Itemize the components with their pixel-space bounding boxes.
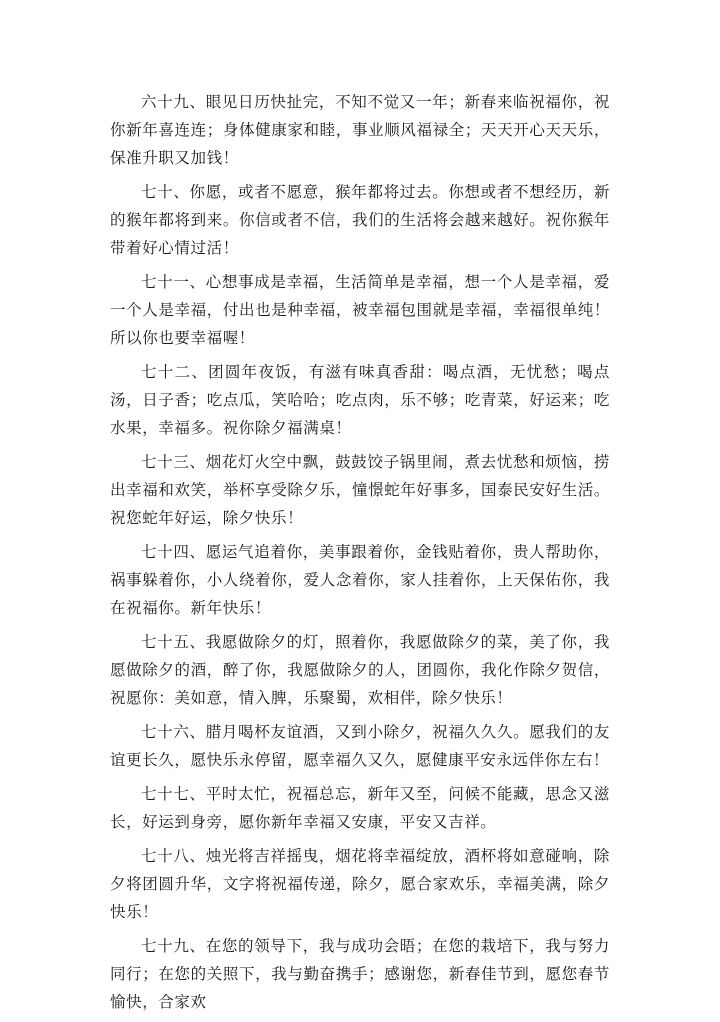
paragraph-78: 七十八、烛光将吉祥摇曳，烟花将幸福绽放，酒杯将如意碰响，除夕将团圆升华，文字将祝福传递，除夕，愿合家欢乐，幸福美满，除夕快乐！	[110, 847, 610, 921]
paragraph-79: 七十九、在您的领导下，我与成功会晤；在您的栽培下，我与努力同行；在您的关照下，我与勤奋携手；感谢您，新春佳节到，愿您春节愉快，合家欢	[110, 937, 610, 1011]
paragraph-69: 六十九、眼见日历快扯完，不知不觉又一年；新春来临祝福你，祝你新年喜连连；身体健康家和睦，事业顺风福禄全；天天开心天天乐，保准升职又加钱！	[110, 93, 610, 167]
paragraph-71: 七十一、心想事成是幸福，生活简单是幸福，想一个人是幸福，爱一个人是幸福，付出也是种幸福，被幸福包围就是幸福，幸福很单纯！所以你也要幸福喔！	[110, 273, 610, 347]
paragraph-76: 七十六、腊月喝杯友谊酒，又到小除夕，祝福久久久。愿我们的友谊更长久，愿快乐永停留，愿幸福久又久，愿健康平安永远伴你左右！	[110, 723, 610, 769]
paragraph-70: 七十、你愿，或者不愿意，猴年都将过去。你想或者不想经历，新的猴年都将到来。你信或者不信，我们的生活将会越来越好。祝你猴年带着好心情过活！	[110, 183, 610, 257]
paragraph-75: 七十五、我愿做除夕的灯，照着你，我愿做除夕的菜，美了你，我愿做除夕的酒，醉了你，我愿做除夕的人，团圆你，我化作除夕贺信，祝愿你：美如意，情入脾，乐聚蜀，欢相伴，除夕快乐！	[110, 633, 610, 707]
paragraph-72: 七十二、团圆年夜饭，有滋有味真香甜：喝点酒，无忧愁；喝点汤，日子香；吃点瓜，笑哈哈；吃点肉，乐不够；吃青菜，好运来；吃水果，幸福多。祝你除夕福满桌！	[110, 363, 610, 437]
paragraph-73: 七十三、烟花灯火空中飘，鼓鼓饺子锅里闹，煮去忧愁和烦恼，捞出幸福和欢笑，举杯享受除夕乐，憧憬蛇年好事多，国泰民安好生活。祝您蛇年好运，除夕快乐！	[110, 453, 610, 527]
document-body	[110, 88, 610, 1022]
paragraph-77: 七十七、平时太忙，祝福总忘，新年又至，问候不能藏，思念又滋长，好运到身旁，愿你新年幸福又安康，平安又吉祥。	[110, 785, 610, 831]
paragraph-74: 七十四、愿运气追着你，美事跟着你，金钱贴着你，贵人帮助你，祸事躲着你，小人绕着你，爱人念着你，家人挂着你，上天保佑你，我在祝福你。新年快乐！	[110, 543, 610, 617]
